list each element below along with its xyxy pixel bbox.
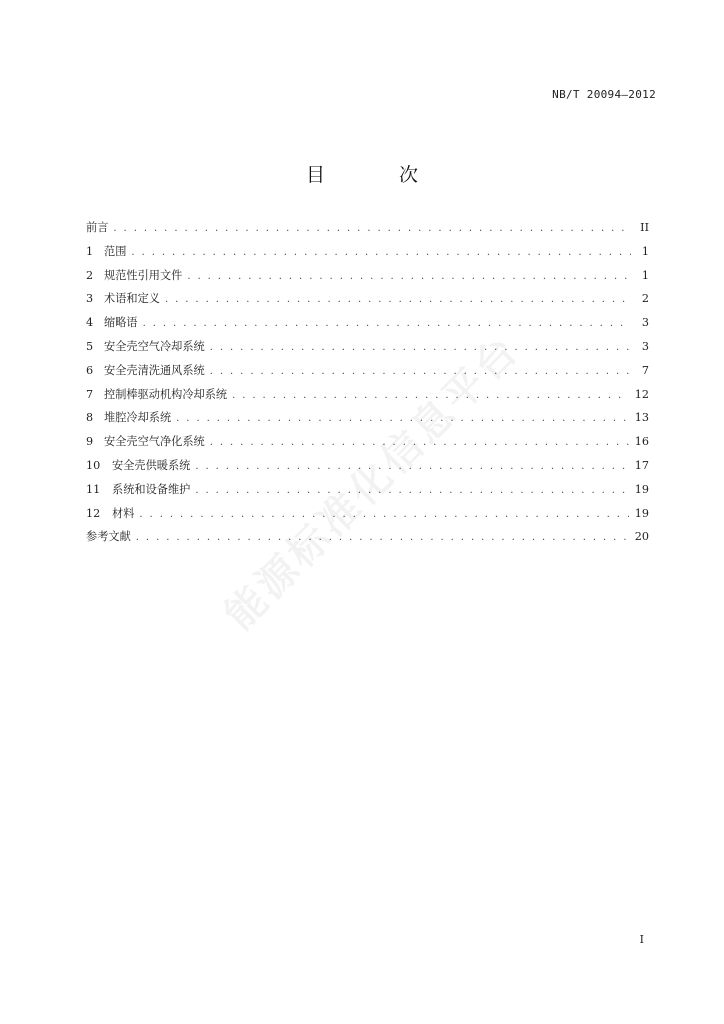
toc-entry-page: 7 bbox=[641, 363, 649, 377]
toc-entry-3[interactable] bbox=[86, 290, 649, 314]
toc-entry-references[interactable] bbox=[86, 528, 649, 552]
toc-entry-label: 安全壳空气冷却系统 bbox=[104, 339, 205, 353]
page-title: 目 次 bbox=[305, 164, 453, 186]
toc-entry-number: 8 bbox=[86, 411, 94, 425]
toc-leader-dots bbox=[131, 247, 631, 258]
toc-entry-2[interactable] bbox=[86, 267, 649, 291]
toc-entry-foreword[interactable] bbox=[86, 219, 649, 243]
page-number: I bbox=[639, 933, 644, 946]
toc-entry-page: 3 bbox=[641, 316, 649, 330]
table-of-contents bbox=[86, 219, 649, 552]
toc-entry-number: 3 bbox=[86, 292, 94, 306]
toc-entry-page: 19 bbox=[634, 482, 649, 496]
toc-entry-number: 1 bbox=[86, 244, 94, 258]
toc-leader-dots bbox=[195, 485, 628, 496]
toc-entry-number: 11 bbox=[86, 482, 101, 496]
toc-leader-dots bbox=[139, 509, 628, 520]
toc-entry-label: 安全壳清洗通风系统 bbox=[104, 363, 205, 377]
toc-leader-dots bbox=[143, 318, 631, 329]
toc-entry-11[interactable] bbox=[86, 481, 649, 505]
toc-entry-label: 系统和设备维护 bbox=[112, 482, 191, 496]
toc-entry-page: 3 bbox=[641, 339, 649, 353]
toc-leader-dots bbox=[232, 390, 629, 401]
toc-entry-label: 规范性引用文件 bbox=[104, 268, 183, 282]
toc-entry-number: 12 bbox=[86, 506, 101, 520]
toc-entry-1[interactable] bbox=[86, 243, 649, 267]
toc-entry-label: 控制棒驱动机构冷却系统 bbox=[104, 387, 228, 401]
toc-leader-dots bbox=[195, 461, 628, 472]
toc-leader-dots bbox=[136, 532, 629, 543]
toc-entry-number: 2 bbox=[86, 268, 94, 282]
toc-leader-dots bbox=[113, 223, 631, 234]
toc-entry-label: 参考文献 bbox=[86, 530, 131, 544]
toc-leader-dots bbox=[210, 342, 631, 353]
toc-entry-number: 9 bbox=[86, 435, 94, 449]
toc-entry-9[interactable] bbox=[86, 433, 649, 457]
toc-entry-10[interactable] bbox=[86, 457, 649, 481]
toc-leader-dots bbox=[210, 437, 629, 448]
toc-entry-number: 4 bbox=[86, 316, 94, 330]
toc-leader-dots bbox=[165, 294, 631, 305]
toc-entry-page: 1 bbox=[641, 244, 649, 258]
toc-entry-label: 安全壳供暖系统 bbox=[112, 458, 191, 472]
toc-entry-page: 19 bbox=[634, 506, 649, 520]
toc-entry-page: 1 bbox=[641, 268, 649, 282]
toc-leader-dots bbox=[187, 271, 631, 282]
toc-entry-number: 7 bbox=[86, 387, 94, 401]
toc-entry-page: 2 bbox=[641, 292, 649, 306]
toc-entry-5[interactable] bbox=[86, 338, 649, 362]
toc-entry-page: II bbox=[640, 221, 649, 234]
toc-entry-number: 6 bbox=[86, 363, 94, 377]
toc-entry-8[interactable] bbox=[86, 409, 649, 433]
toc-entry-12[interactable] bbox=[86, 505, 649, 529]
toc-leader-dots bbox=[176, 413, 629, 424]
toc-entry-page: 20 bbox=[634, 530, 649, 544]
toc-entry-label: 缩略语 bbox=[104, 316, 138, 330]
toc-entry-label: 前言 bbox=[86, 221, 109, 234]
toc-entry-label: 材料 bbox=[112, 506, 135, 520]
toc-entry-page: 12 bbox=[634, 387, 649, 401]
toc-entry-page: 16 bbox=[634, 435, 649, 449]
toc-entry-page: 13 bbox=[634, 411, 649, 425]
toc-entry-label: 安全壳空气净化系统 bbox=[104, 435, 205, 449]
toc-entry-7[interactable] bbox=[86, 386, 649, 410]
toc-entry-number: 5 bbox=[86, 339, 94, 353]
toc-entry-label: 堆腔冷却系统 bbox=[104, 411, 172, 425]
toc-entry-6[interactable] bbox=[86, 362, 649, 386]
watermark: 能源标准化信息平台 bbox=[216, 326, 529, 639]
toc-leader-dots bbox=[210, 366, 631, 377]
standard-code: NB/T 20094—2012 bbox=[552, 88, 656, 101]
toc-entry-page: 17 bbox=[634, 458, 649, 472]
toc-entry-label: 术语和定义 bbox=[104, 292, 160, 306]
toc-entry-label: 范围 bbox=[104, 244, 127, 258]
toc-entry-4[interactable] bbox=[86, 314, 649, 338]
toc-entry-number: 10 bbox=[86, 458, 101, 472]
